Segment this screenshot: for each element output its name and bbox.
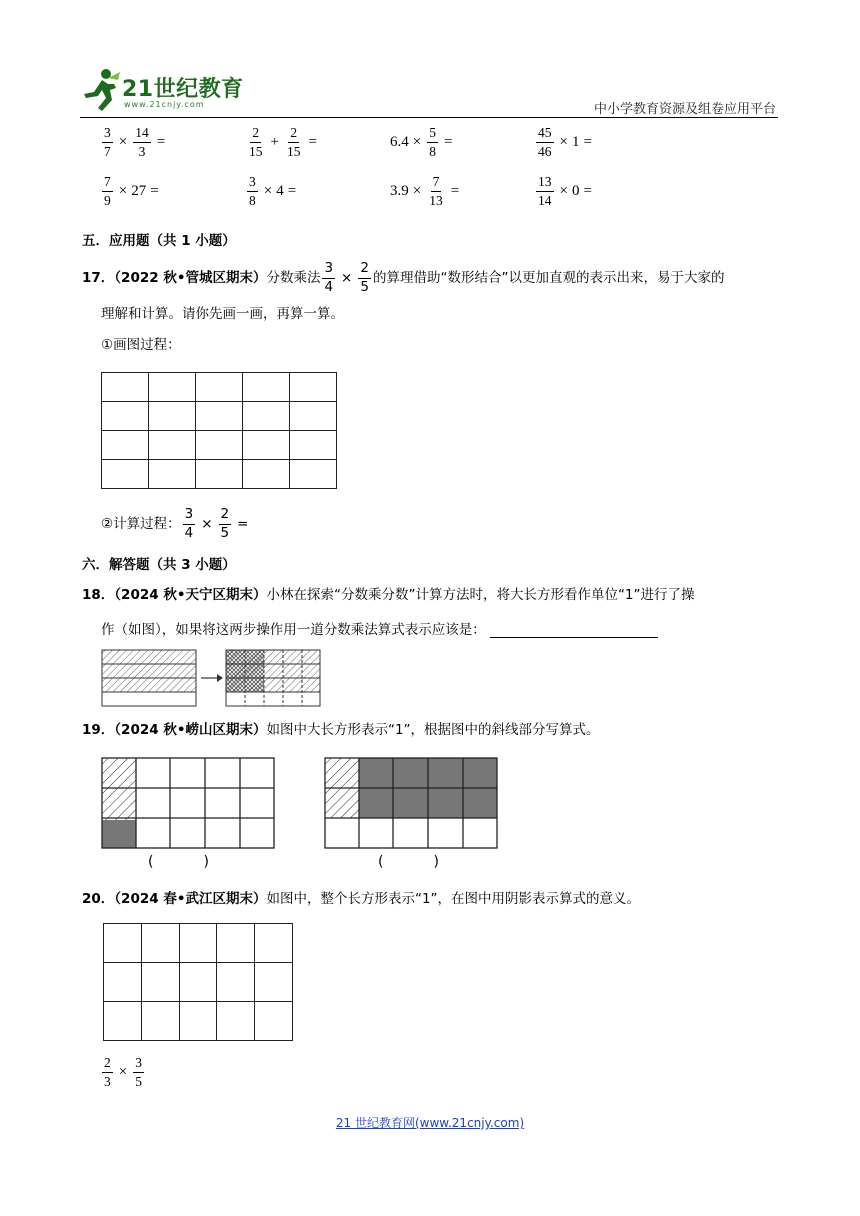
grid-4x5[interactable] xyxy=(101,372,337,489)
question-18-line2: 作（如图），如果将这两步操作用一道分数乘法算式表示应该是： xyxy=(101,622,658,638)
question-17-line2: 理解和计算。请你先画一画，再算一算。 xyxy=(101,306,344,322)
step-draw-label: ①画图过程： xyxy=(101,337,181,353)
calc-item: $\frac{3}{7}$ × $\frac{14}{3}$ = xyxy=(104,125,166,159)
answer-paren[interactable]: ( ) xyxy=(148,854,209,870)
section-title: 五．应用题（共 1 小题） xyxy=(82,233,236,249)
calc-item: 6.4 × $\frac{5}{8}$ = xyxy=(390,125,453,159)
question-17: 17．（2022 秋•管城区期末）分数乘法 $\frac{3}{4}$ × $\frac{2}{5}$ 的算理借助“数形结合”以更加直观的表示出来，易于大家的 xyxy=(82,260,725,295)
q19-figure-right xyxy=(323,756,503,852)
platform-title: 中小学教育资源及组卷应用平台 xyxy=(593,102,776,117)
logo-url: www.21cnjy.com xyxy=(124,100,205,109)
calc-item: $\frac{2}{15}$ + $\frac{2}{15}$ = xyxy=(249,125,317,159)
calc-item: 3.9 × $\frac{7}{13}$ = xyxy=(390,174,460,208)
runner-logo-icon xyxy=(80,66,124,114)
q20-expression: $\frac{2}{3}$ × $\frac{3}{5}$ xyxy=(104,1055,142,1089)
calc-item: $\frac{45}{46}$ × 1 = xyxy=(538,125,592,159)
grid-3x5[interactable] xyxy=(103,923,293,1041)
question-20: 20．（2024 春•武江区期末）如图中，整个长方形表示“1”，在图中用阴影表示算式的意义。 xyxy=(82,891,641,907)
q19-figure-left xyxy=(100,756,280,852)
answer-blank[interactable] xyxy=(490,623,658,638)
calc-item: $\frac{13}{14}$ × 0 = xyxy=(538,174,592,208)
question-19: 19．（2024 秋•崂山区期末）如图中大长方形表示“1”，根据图中的斜线部分写算式。 xyxy=(82,722,600,738)
calc-item: $\frac{7}{9}$ × 27 = xyxy=(104,174,159,208)
question-18: 18．（2024 秋•天宁区期末）小林在探索“分数乘分数”计算方法时，将大长方形看作单位“1”进行了操 xyxy=(82,587,695,603)
footer-link[interactable]: 21 世纪教育网(www.21cnjy.com) xyxy=(335,1116,525,1130)
calc-item: $\frac{3}{8}$ × 4 = xyxy=(249,174,297,208)
site-logo xyxy=(80,66,250,116)
q18-figure xyxy=(100,648,324,708)
header-divider xyxy=(80,117,778,118)
step-calc-label: ②计算过程： $\frac{3}{4}$ × $\frac{2}{5}$ = xyxy=(101,506,249,541)
answer-paren[interactable]: ( ) xyxy=(378,854,439,870)
section-title: 六．解答题（共 3 小题） xyxy=(82,557,236,573)
logo-text: 21世纪教育 xyxy=(122,77,244,102)
